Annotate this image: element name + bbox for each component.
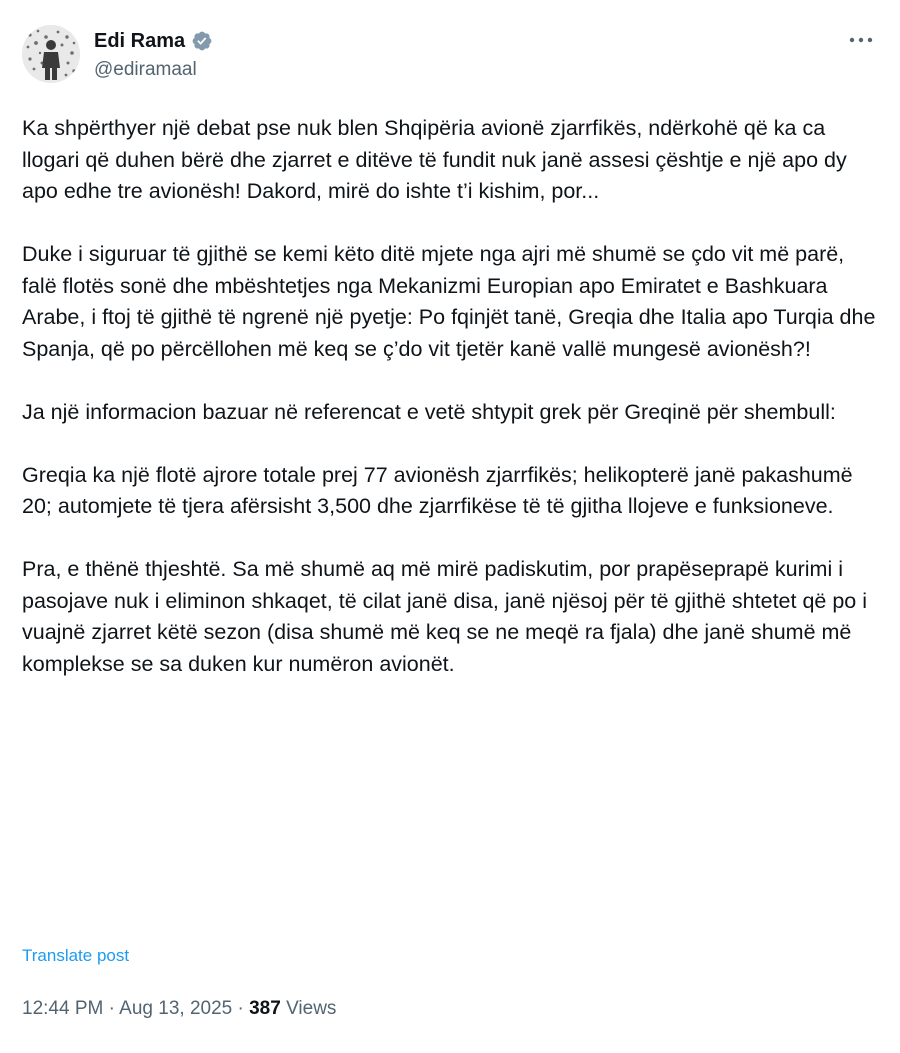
tweet-paragraph: Pra, e thënë thjeshtë. Sa më shumë aq më mirë padiskutim, por prapëseprapë kurimi i pasojave nuk i eliminon shkaqet, të cilat janë disa, janë njësoj për të gjithë shtetet që po i vuajnë zjarret këtë sezon (disa shumë më keq se ne meqë ra fjala) dhe janë shumë më komplekse se sa duken kur numëron avionët.	[22, 557, 867, 676]
verified-badge-icon[interactable]	[191, 30, 213, 52]
tweet-paragraph: Duke i siguruar të gjithë se kemi këto ditë mjete nga ajri më shumë se çdo vit më parë, falë flotës sonë dhe mbështetjes nga Mekanizmi Europian apo Emiratet e Bashkuara Arabe, i ftoj të gjithë të ngrenë një pyetje: Po fqinjët tanë, Greqia dhe Italia apo Turqia dhe Spanja, që po përcëllohen më keq se ç’do vit tjetër kanë vallë mungesë avionësh?!	[22, 242, 876, 361]
tweet-text	[22, 113, 882, 680]
avatar[interactable]	[22, 25, 80, 83]
author-name-row	[94, 29, 213, 53]
author-display-name[interactable]: Edi Rama	[94, 30, 186, 52]
translate-post-link[interactable]: Translate post	[22, 946, 130, 965]
more-horizontal-icon[interactable]	[846, 28, 876, 52]
meta-separator: ·	[108, 998, 115, 1019]
author-handle[interactable]: @ediramaal	[94, 59, 197, 80]
avatar-image	[22, 25, 80, 83]
tweet-time[interactable]: 12:44 PM	[22, 998, 104, 1019]
tweet-paragraph: Ka shpërthyer një debat pse nuk blen Shqipëria avionë zjarrfikës, ndërkohë që ka ca llogari që duhen bërë dhe zjarret e ditëve të fundit nuk janë assesi çështje e një apo dy apo edhe tre avionësh! Dakord, mirë do ishte t’i kishim, por...	[22, 116, 847, 203]
views-count: 387	[249, 998, 281, 1019]
tweet-meta	[22, 997, 336, 1021]
tweet-paragraph: Ja një informacion bazuar në referencat e vetë shtypit grek për Greqinë për shembull:	[22, 399, 836, 424]
meta-separator: ·	[237, 998, 244, 1019]
tweet-paragraph: Greqia ka një flotë ajrore totale prej 77 avionësh zjarrfikës; helikopterë janë pakashumë 20; automjete të tjera afërsisht 3,500 dhe zjarrfikëse të të gjitha llojeve e funksioneve.	[22, 462, 853, 518]
views-label: Views	[286, 998, 337, 1019]
tweet-date[interactable]: Aug 13, 2025	[119, 998, 233, 1019]
